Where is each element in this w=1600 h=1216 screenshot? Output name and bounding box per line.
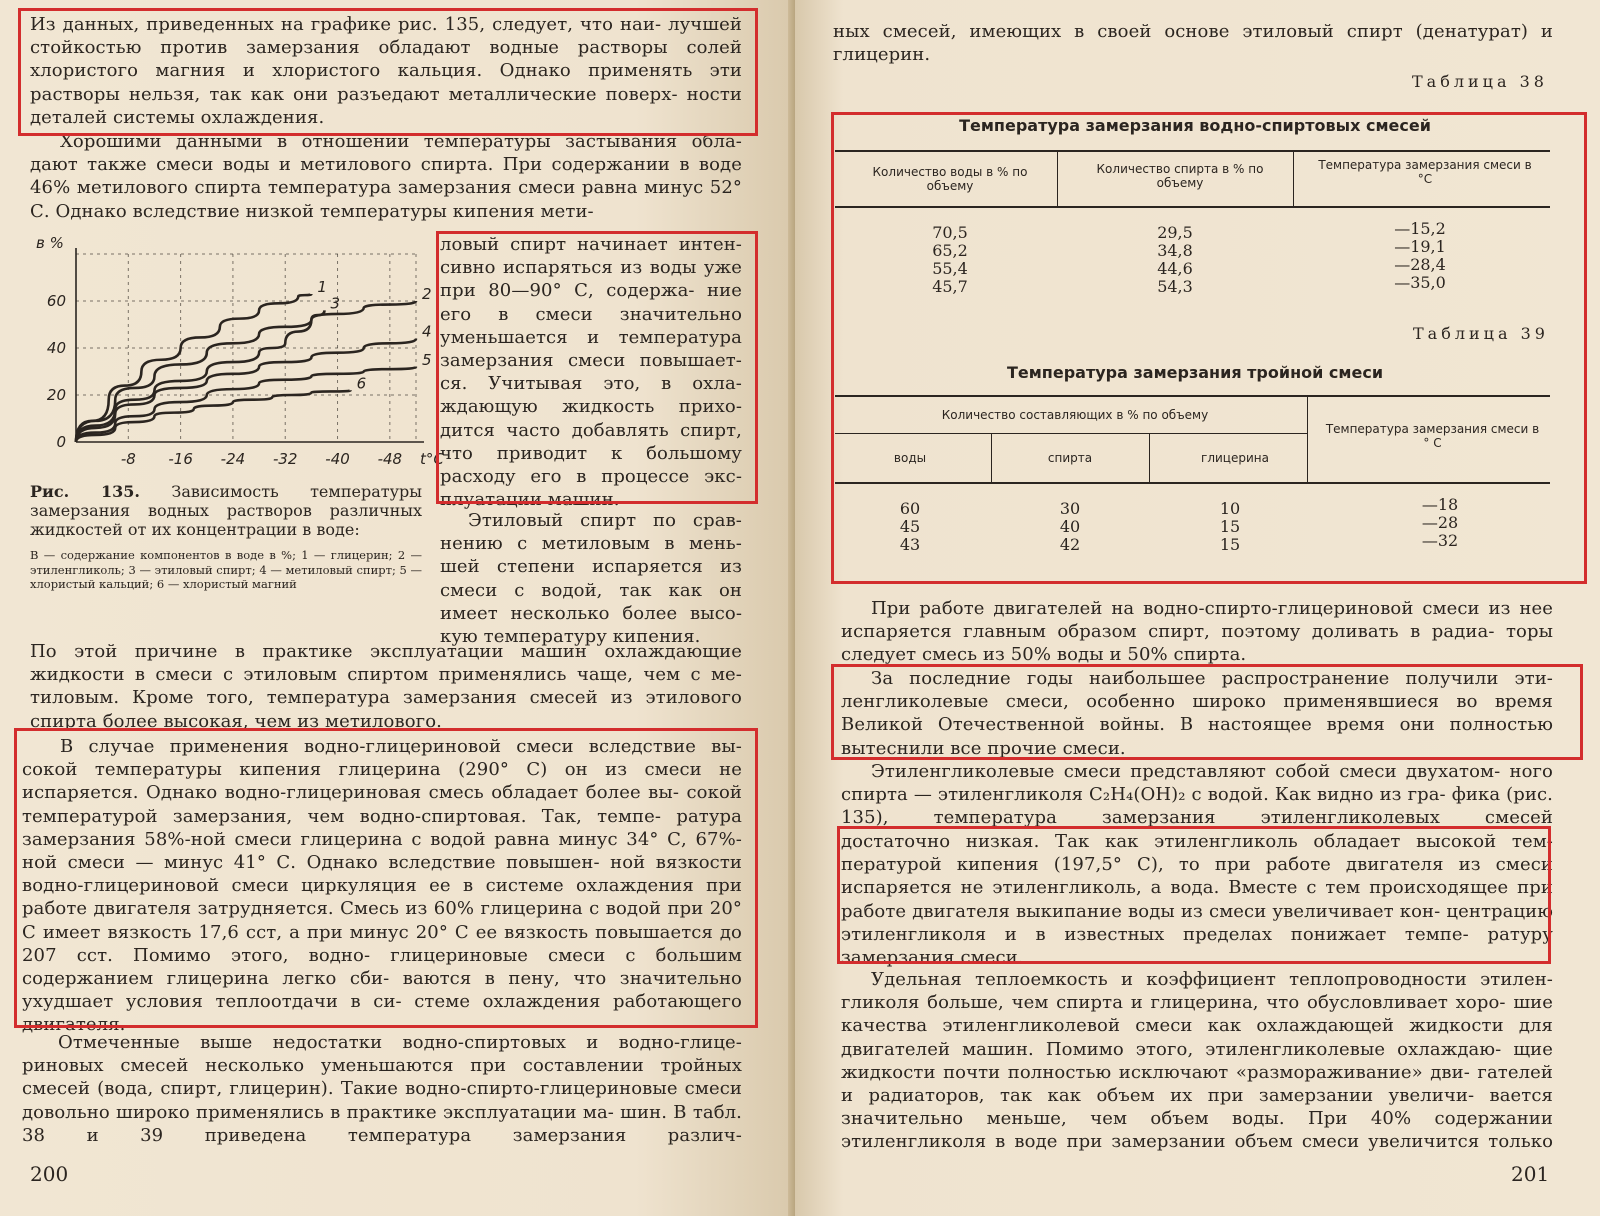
highlight-box-1: [18, 8, 758, 136]
paragraph-right-4: Этиленгликолевые смеси представляют собой смеси двухатом- ного спирта — этиленгликоля C₂H₄(OH)₂ с водой. Как видно из гра- фика (рис. 135), температура замерзания этиленгликолевых смесей: [841, 761, 1553, 829]
table39-group-header: Количество составляющих в % по объему: [941, 408, 1209, 422]
paragraph-right-3: За последние годы наибольшее распространение получили эти- ленгликолевые смеси, особенно широко применявшиеся во время Великой Отечественной войны. В настоящее время они полностью вытеснили все прочие смеси.: [841, 668, 1553, 759]
y-tick-label: 0: [56, 433, 66, 451]
figure-caption-text: Зависимость температуры замерзания водных растворов различных жидкостей от их концентрации в воде:: [30, 482, 423, 539]
page-number-right: 201: [1511, 1162, 1550, 1186]
y-axis-label: в %: [36, 234, 64, 252]
paragraph-left-6: В случае применения водно-глицериновой смеси вследствие вы- сокой температуры кипения глицерина (290° С) он из смеси не испаряется. Однако водно-глицериновая смесь обладает более вы- сокой температурой замерзания, чем водно-спиртовая. Так, темпе- ратура замерзания 58%-ной смеси глицерина с водой равна минус 34° С, 67%-ной смеси — минус 41° С. Однако вследствие повышен- ной вязкости водно-глицериновой смеси циркуляция ее в системе охлаждения при работе двигателя затрудняется. Смесь из 60% глицерина с водой при 20° С имеет вязкость 17,6 сст, а при минус 20° С ее вязкость повышается до 207 сст. Помимо этого, водно- глицериновые смеси с большим содержанием глицерина легко сби- ваются в пену, что значительно ухудшает условия теплоотдачи в си- стеме охлаждения работающего двигателя.: [22, 736, 742, 1036]
x-axis-label: t°C: [420, 450, 444, 468]
table39-label: Таблица 39: [1413, 324, 1549, 343]
figure-legend: В — содержание компонентов в воде в %; 1 — глицерин; 2 — этиленгликоль; 3 — этиловый спирт; 4 — метиловый спирт; 5 — хлористый кальций; 6 — хлористый магний: [30, 548, 422, 591]
x-tick-label: -8: [120, 450, 136, 468]
paragraph-left-7: Отмеченные выше недостатки водно-спиртовых и водно-глице- риновых смесей несколько уменьшаются при составлении тройных смесей (вода, спирт, глицерин). Такие водно-спирто-глицериновые смеси довольно широко применялись в практике эксплуатации ма- шин. В табл. 38 и 39 приведена температура замерзания различ-: [22, 1032, 742, 1146]
x-tick-label: -24: [220, 450, 246, 468]
page-number-left: 200: [30, 1162, 69, 1186]
figure-caption: [30, 482, 422, 539]
y-tick-label: 40: [46, 339, 66, 357]
x-tick-label: -32: [272, 450, 298, 468]
figure-caption-label: Рис. 135.: [30, 482, 140, 501]
figure-135-chart: [30, 232, 444, 480]
y-tick-label: 60: [46, 292, 66, 310]
left-page: [0, 0, 795, 1216]
highlight-box-tables: [831, 112, 1587, 584]
paragraph-right-6: Удельная теплоемкость и коэффициент теплопроводности этилен- гликоля больше, чем спирта и глицерина, что обусловливает хоро- шие качества этиленгликолевой смеси как охлаждающей жидкости для двигателей машин. Помимо этого, этиленгликолевые охлаждаю- щие жидкости почти полностью исключают «размораживание» дви- гателей и радиаторов, так как объем их при замерзании увеличи- вается значительно меньше, чем объем воды. При 40% содержании этиленгликоля в воде при замерзании объем смеси увеличится только: [841, 969, 1553, 1153]
table39-header-glycerin: глицерина: [1201, 451, 1269, 465]
highlight-box-2: [436, 231, 758, 504]
paragraph-right-1: ных смесей, имеющих в своей основе этиловый спирт (денатурат) и глицерин.: [833, 21, 1553, 66]
table39-col-glycerin: 10 15 15: [1219, 499, 1241, 554]
paragraph-left-4: Этиловый спирт по срав- нению с метиловым в мень- шей степени испаряется из смеси с водой, так как он имеет несколько более высо- кую температуру кипения.: [440, 510, 742, 648]
table38-header-temp: Температура замерзания смеси в °С: [1318, 158, 1532, 186]
x-tick-label: -16: [168, 450, 193, 468]
table38-header-water: Количество воды в % по объему: [872, 165, 1028, 193]
table38-col-temp: —15,2 —19,1 —28,4 —35,0: [1394, 219, 1446, 292]
y-tick-label: 20: [46, 386, 66, 404]
freezing-point-chart: [30, 232, 444, 480]
x-tick-label: -48: [377, 450, 403, 468]
table38-col-water: 70,5 65,2 55,4 45,7: [932, 223, 968, 296]
table39-header-temp: Температура замерзания смеси в ° С: [1325, 422, 1540, 450]
paragraph-right-5: достаточно низкая. Так как этиленгликоль обладает высокой тем- пературой кипения (197,5° С), то при работе двигателя из смеси испаряется не этиленгликоль, а вода. Вместе с тем происходящее при работе двигателя выкипание воды из смеси увеличивает кон- центрацию этиленгликоля и в известных пределах понижает темпе- ратуру замерзания смеси.: [841, 831, 1553, 969]
table39-col-temp: —18 —28 —32: [1421, 495, 1459, 550]
right-page: [795, 0, 1600, 1216]
table38-header-spirit: Количество спирта в % по объему: [1096, 162, 1264, 190]
highlight-box-3: [14, 728, 758, 1028]
paragraph-right-2: При работе двигателей на водно-спирто-глицериновой смеси из нее испаряется главным образом спирт, поэтому доливать в радиа- торы следует смесь из 50% воды и 50% спирта.: [841, 598, 1553, 666]
highlight-box-4: [831, 664, 1583, 760]
table39-title: Температура замерзания тройной смеси: [1006, 363, 1384, 382]
table39-header-water: воды: [893, 451, 927, 465]
table39-col-water: 60 45 43: [899, 499, 921, 554]
paragraph-left-2: Хорошими данными в отношении температуры застывания обла- дают также смеси воды и метилового спирта. При содержании в воде 46% метилового спирта температура замерзания смеси равна минус 52° С. Однако вследствие низкой температуры кипения мети-: [30, 131, 742, 222]
series-label-5: 5: [422, 350, 432, 369]
table38-title: Температура замерзания водно-спиртовых смесей: [959, 116, 1431, 135]
series-label-2: 2: [422, 285, 432, 303]
paragraph-left-5: По этой причине в практике эксплуатации машин охлаждающие жидкости в смеси с этиловым спиртом применялись чаще, чем с ме- тиловым. Кроме того, температура замерзания смесей из этилового спирта более высокая, чем из метилового.: [30, 641, 742, 732]
table39-header-spirit: спирта: [1047, 451, 1093, 465]
table39-col-spirit: 30 40 42: [1059, 499, 1081, 554]
paragraph-left-1: Из данных, приведенных на графике рис. 135, следует, что наи- лучшей стойкостью против замерзания обладают водные растворы солей хлористого магния и хлористого кальция. Однако применять эти растворы нельзя, так как они разъедают металлические поверх- ности деталей системы охлаждения.: [30, 14, 742, 128]
x-tick-label: -40: [325, 450, 350, 468]
highlight-box-5: [837, 826, 1551, 964]
series-label-1: 1: [317, 277, 327, 296]
paragraph-left-3: ловый спирт начинает интен- сивно испаряться из воды уже при 80—90° С, содержа- ние его в смеси значительно уменьшается и температура замерзания смеси повышает- ся. Учитывая это, в охла- ждающую жидкость прихо- дится часто добавлять спирт, что приводит к большому расходу его в процессе экс- плуатации машин.: [440, 234, 742, 511]
table38-col-spirit: 29,5 34,8 44,6 54,3: [1157, 223, 1193, 296]
series-line-6: [76, 390, 351, 442]
series-label-6: 6: [356, 374, 367, 393]
table38-label: Таблица 38: [1412, 72, 1548, 91]
series-label-3: 3: [330, 294, 341, 313]
series-label-4: 4: [422, 322, 432, 341]
